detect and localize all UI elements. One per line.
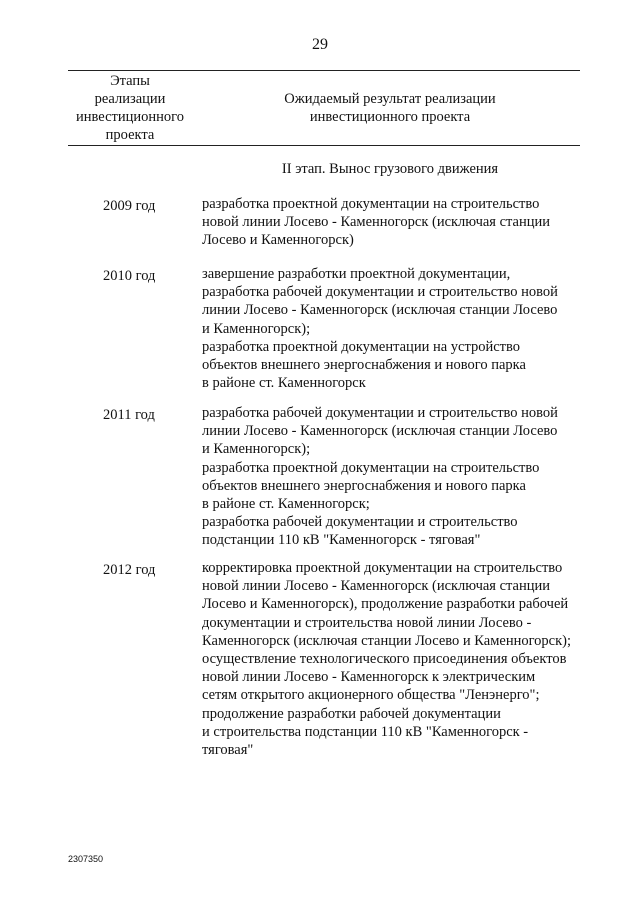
row-text-line: новой линии Лосево - Каменногорск (исключая станции (202, 578, 551, 595)
row-text-line: разработка рабочей документации и строительство новой (202, 284, 558, 301)
row-text-line: подстанции 110 кВ "Каменногорск - тяговая" (202, 532, 481, 549)
row-year-2012: 2012 год (103, 562, 156, 578)
document-code: 2307350 (68, 854, 104, 864)
page-number: 29 (312, 36, 328, 53)
row-text-line: разработка проектной документации на строительство (202, 459, 540, 476)
row-text-line: Лосево и Каменногорск), продолжение разработки рабочей (202, 596, 569, 613)
stage-title: II этап. Вынос грузового движения (281, 161, 499, 177)
column-header-results-line: инвестиционного проекта (309, 109, 471, 125)
row-year-2009: 2009 год (103, 198, 156, 214)
row-text-line: и строительства подстанции 110 кВ "Каменногорск - (202, 723, 529, 740)
row-text-line: завершение разработки проектной документации, (202, 266, 511, 282)
row-year-2011: 2011 год (103, 407, 155, 423)
row-text-line: в районе ст. Каменногорск; (202, 496, 370, 513)
row-text-line: новой линии Лосево - Каменногорск к электрическим (202, 669, 536, 686)
row-text-2012 (202, 559, 592, 759)
row-text-line: и Каменногорск); (202, 441, 311, 458)
table-header-rule (68, 145, 580, 146)
row-text-line: и Каменногорск); (202, 320, 311, 337)
row-text-line: линии Лосево - Каменногорск (исключая станции Лосево (202, 302, 558, 319)
column-header-stages-line: Этапы (110, 73, 150, 89)
row-text-2009 (202, 195, 592, 250)
column-header-stages (68, 72, 192, 144)
row-text-line: разработка рабочей документации и строительство новой (202, 405, 558, 421)
row-text-line: в районе ст. Каменногорск (202, 375, 366, 392)
row-text-line: корректировка проектной документации на строительство (202, 560, 563, 576)
row-text-line: разработка проектной документации на устройство (202, 338, 521, 355)
row-text-line: разработка проектной документации на строительство (202, 196, 540, 212)
row-text-line: новой линии Лосево - Каменногорск (исключая станции (202, 214, 551, 231)
row-year-2010: 2010 год (103, 268, 156, 284)
row-text-line: осуществление технологического присоединения объектов (202, 651, 567, 668)
row-text-line: Каменногорск (исключая станции Лосево и Каменногорск); (202, 632, 572, 649)
row-text-2010 (202, 265, 592, 392)
table-top-rule (68, 70, 580, 71)
column-header-stages-line: проекта (105, 127, 155, 143)
row-text-line: Лосево и Каменногорск) (202, 232, 354, 249)
row-text-line: линии Лосево - Каменногорск (исключая станции Лосево (202, 423, 558, 440)
row-text-2011 (202, 404, 592, 550)
row-text-line: разработка рабочей документации и строительство (202, 514, 518, 531)
row-text-line: сетям открытого акционерного общества "Ленэнерго"; (202, 687, 540, 704)
row-text-line: объектов внешнего энергоснабжения и нового парка (202, 357, 526, 374)
row-text-line: продолжение разработки рабочей документации (202, 705, 501, 722)
column-header-results-line: Ожидаемый результат реализации (284, 91, 496, 107)
column-header-results (200, 90, 580, 126)
row-text-line: объектов внешнего энергоснабжения и нового парка (202, 477, 526, 494)
column-header-stages-line: реализации (94, 91, 166, 107)
row-text-line: тяговая" (202, 742, 254, 759)
row-text-line: документации и строительства новой линии Лосево - (202, 614, 532, 631)
column-header-stages-line: инвестиционного (76, 109, 184, 125)
